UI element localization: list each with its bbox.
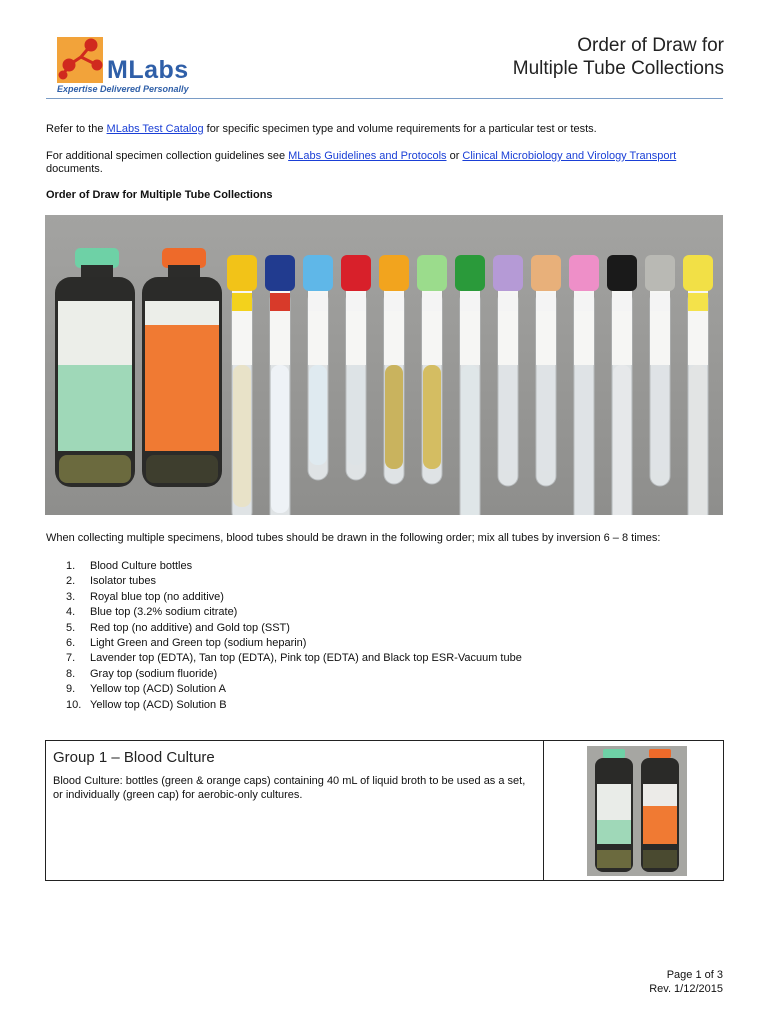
guidelines-protocols-link[interactable]: MLabs Guidelines and Protocols: [288, 150, 447, 162]
green-cap: [603, 749, 625, 758]
list-text: Yellow top (ACD) Solution B: [90, 698, 227, 711]
bottle-neck: [168, 265, 200, 279]
text-span: or: [446, 150, 463, 162]
blood-tube: [379, 255, 409, 484]
tube-label-band: [422, 293, 442, 311]
bottle-label-band: [145, 325, 219, 451]
culture-bottle: [55, 248, 135, 487]
green-bottle-band: [597, 820, 631, 844]
orange-cap: [649, 749, 671, 758]
tube-contents: [613, 365, 631, 515]
text-span: For additional specimen collection guidelines see: [46, 150, 289, 162]
list-text: Royal blue top (no additive): [90, 590, 224, 603]
text-span: for specific specimen type and volume requirements for a particular test or tests.: [203, 123, 597, 135]
bottle-broth: [59, 455, 131, 483]
catalog-paragraph: [46, 123, 723, 136]
tube-cap: [645, 255, 675, 291]
list-text: Gray top (sodium fluoride): [90, 667, 218, 680]
logo-tagline: Expertise Delivered Personally: [57, 84, 189, 94]
tube-cap: [683, 255, 713, 291]
tube-label-band: [574, 293, 594, 311]
blood-tube: [493, 255, 523, 486]
tube-contents: [347, 365, 365, 465]
list-item: [46, 605, 522, 620]
list-item: [46, 559, 522, 574]
page-number: Page 1 of 3: [666, 969, 723, 981]
tube-contents: [309, 365, 327, 465]
tube-label-band: [612, 293, 632, 311]
tube-label-band: [498, 293, 518, 311]
guidelines-paragraph: [46, 150, 723, 176]
list-number: 6.: [66, 636, 76, 649]
group1-table: [45, 740, 724, 881]
list-item: [46, 590, 522, 605]
tube-contents: [233, 365, 251, 507]
bottle-broth: [146, 455, 218, 483]
list-item: [46, 698, 522, 713]
tube-cap: [379, 255, 409, 291]
group1-description: Blood Culture: bottles (green & orange caps) containing 40 mL of liquid broth to be used as a set, or individually (green cap) for aerobic-only cultures.: [53, 775, 526, 801]
tube-label-band: [384, 293, 404, 311]
list-item: [46, 574, 522, 589]
tube-label-band: [232, 293, 252, 311]
list-item: [46, 636, 522, 651]
tube-cap: [531, 255, 561, 291]
blood-tube: [531, 255, 561, 486]
list-number: 8.: [66, 667, 76, 680]
list-number: 3.: [66, 590, 76, 603]
tube-cap: [303, 255, 333, 291]
tube-cap: [227, 255, 257, 291]
header-divider: [46, 98, 723, 99]
list-number: 1.: [66, 560, 76, 572]
tube-label-band: [460, 293, 480, 311]
tube-label-band: [308, 293, 328, 311]
tube-label-band: [536, 293, 556, 311]
tube-label-band: [270, 293, 290, 311]
tube-label-band: [688, 293, 708, 311]
blood-tube: [303, 255, 333, 480]
list-number: 5.: [66, 621, 76, 634]
list-text: Light Green and Green top (sodium heparin): [90, 636, 307, 649]
text-span: documents.: [46, 163, 103, 175]
list-number: 2.: [66, 575, 76, 588]
order-list: [46, 559, 522, 713]
green-bottle-broth: [597, 850, 631, 868]
list-text: Yellow top (ACD) Solution A: [90, 683, 226, 696]
tube-contents: [537, 365, 555, 471]
list-number: 9.: [66, 683, 76, 696]
tube-cap: [455, 255, 485, 291]
list-text: Blood Culture bottles: [90, 560, 193, 572]
tube-cap: [417, 255, 447, 291]
culture-bottle: [142, 248, 222, 487]
tube-contents: [423, 365, 441, 469]
tube-cap: [493, 255, 523, 291]
blood-tube: [645, 255, 675, 486]
blood-culture-bottles-image: [587, 746, 687, 876]
group1-title: Group 1 – Blood Culture: [53, 749, 215, 766]
blood-tube: [417, 255, 447, 484]
list-item: [46, 651, 522, 666]
tube-contents: [385, 365, 403, 469]
list-text: Blue top (3.2% sodium citrate): [90, 606, 238, 619]
bottle-label-band: [58, 365, 132, 451]
tube-contents: [499, 365, 517, 471]
page-footer: [649, 968, 723, 996]
text-span: Refer to the: [46, 123, 107, 135]
tube-cap: [265, 255, 295, 291]
section-heading: Order of Draw for Multiple Tube Collections: [46, 189, 273, 201]
page-title-line1: Order of Draw for: [577, 35, 724, 56]
list-text: Red top (no additive) and Gold top (SST): [90, 621, 290, 634]
list-text: Isolator tubes: [90, 575, 157, 588]
blood-tubes-photo: [45, 215, 723, 515]
logo-text: MLabs: [107, 56, 189, 84]
page-title: [513, 34, 724, 80]
tube-contents: [575, 365, 593, 515]
revision-date: Rev. 1/12/2015: [649, 983, 723, 995]
tube-contents: [461, 365, 479, 515]
test-catalog-link[interactable]: MLabs Test Catalog: [106, 123, 204, 135]
microbiology-transport-link[interactable]: Clinical Microbiology and Virology Transport: [462, 150, 677, 162]
tube-label-band: [346, 293, 366, 311]
table-divider: [543, 741, 544, 880]
list-number: 10.: [66, 698, 82, 711]
tube-contents: [689, 365, 707, 515]
list-item: [46, 682, 522, 697]
bottle-neck: [81, 265, 113, 279]
tube-cap: [569, 255, 599, 291]
order-intro: When collecting multiple specimens, blood tubes should be drawn in the following order; mix all tubes by inversion 6 – 8 times:: [46, 532, 661, 544]
tube-cap: [341, 255, 371, 291]
list-item: [46, 667, 522, 682]
tube-cap: [607, 255, 637, 291]
list-item: [46, 621, 522, 636]
blood-tube: [341, 255, 371, 480]
tube-contents: [651, 365, 669, 471]
orange-bottle-broth: [643, 850, 677, 868]
page-title-line2: Multiple Tube Collections: [512, 58, 724, 79]
list-text: Lavender top (EDTA), Tan top (EDTA), Pink top (EDTA) and Black top ESR-Vacuum tube: [90, 652, 522, 665]
tube-contents: [271, 365, 289, 513]
list-number: 7.: [66, 652, 76, 665]
list-number: 4.: [66, 606, 76, 619]
orange-bottle-band: [643, 806, 677, 844]
tube-label-band: [650, 293, 670, 311]
